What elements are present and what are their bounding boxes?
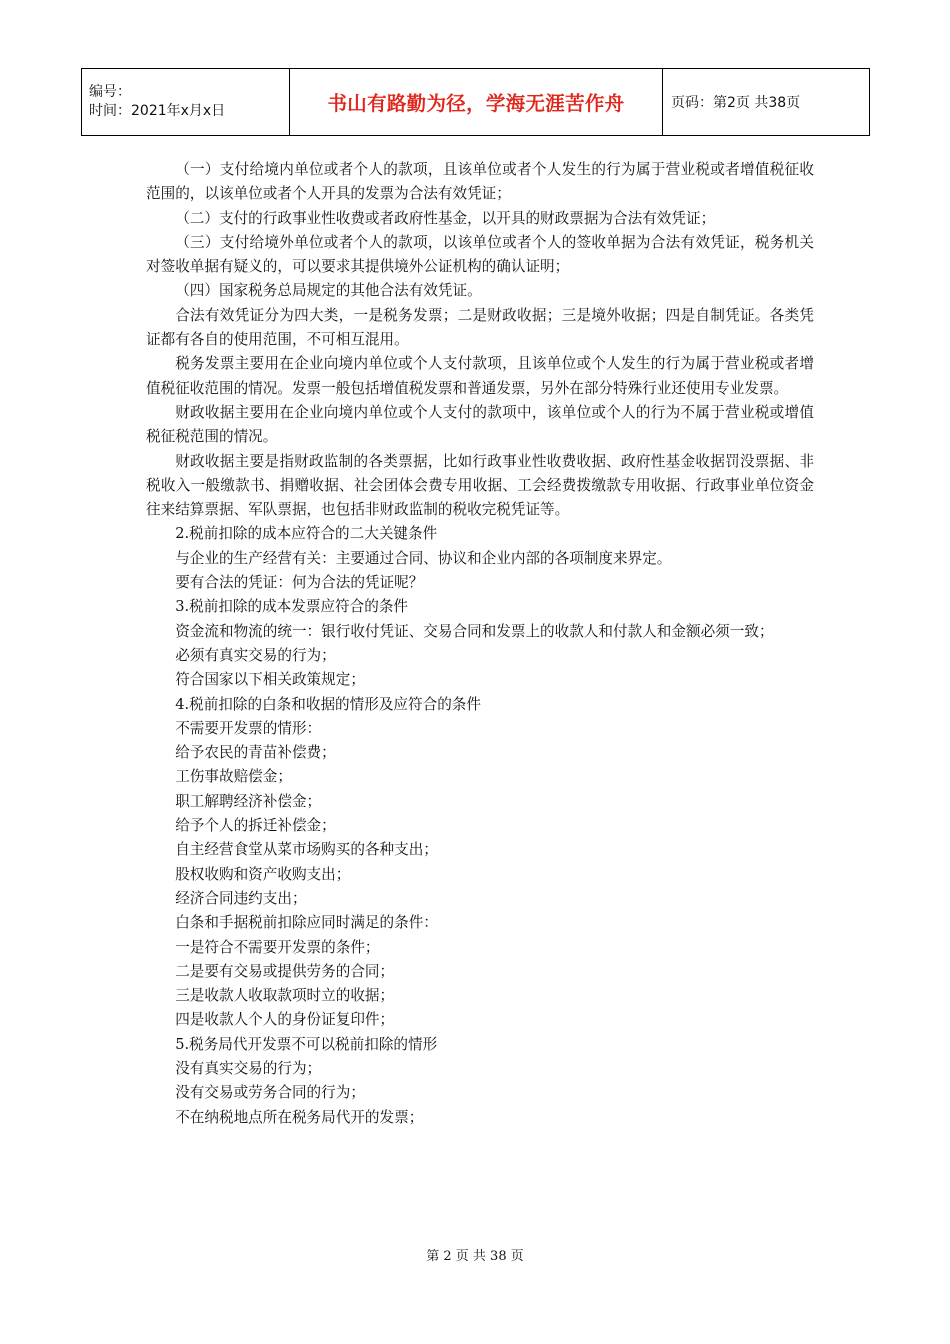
paragraph: （三）支付给境外单位或者个人的款项，以该单位或者个人的签收单据为合法有效凭证，税务机关对签收单据有疑义的，可以要求其提供境外公证机构的确认证明； bbox=[146, 233, 814, 276]
list-item: 经济合同违约支出； bbox=[175, 889, 307, 907]
document-header bbox=[81, 68, 870, 136]
paragraph: 财政收据主要用在企业向境内单位或个人支付的款项中，该单位或个人的行为不属于营业税或增值税征税范围的情况。 bbox=[146, 403, 814, 446]
paragraph: （一）支付给境内单位或者个人的款项，且该单位或者个人发生的行为属于营业税或者增值税征收范围的，以该单位或者个人开具的发票为合法有效凭证； bbox=[146, 161, 814, 203]
paragraph: 与企业的生产经营有关：主要通过合同、协议和企业内部的各项制度来界定。 bbox=[175, 549, 672, 567]
section-heading: 2.税前扣除的成本应符合的二大关键条件 bbox=[175, 525, 438, 543]
paragraph: 要有合法的凭证：何为合法的凭证呢？ bbox=[175, 574, 424, 592]
list-item: 四是收款人个人的身份证复印件； bbox=[175, 1011, 395, 1029]
list-item: 没有真实交易的行为； bbox=[175, 1059, 322, 1077]
section-heading: 3.税前扣除的成本发票应符合的条件 bbox=[175, 598, 409, 616]
list-item: 不在纳税地点所在税务局代开的发票； bbox=[175, 1108, 424, 1126]
list-item: 工伤事故赔偿金； bbox=[175, 768, 292, 786]
document-number-label: 编号： bbox=[89, 84, 131, 100]
header-meta bbox=[82, 69, 290, 136]
header-motto-cell bbox=[290, 69, 663, 136]
paragraph: 不需要开发票的情形： bbox=[175, 719, 322, 737]
list-item: 没有交易或劳务合同的行为； bbox=[175, 1084, 365, 1102]
list-item: 职工解聘经济补偿金； bbox=[175, 792, 322, 810]
paragraph: 白条和手据税前扣除应同时满足的条件： bbox=[175, 914, 438, 932]
document-body bbox=[146, 158, 814, 1130]
paragraph: 必须有真实交易的行为； bbox=[175, 646, 336, 664]
list-item: 三是收款人收取款项时立的收据； bbox=[175, 987, 395, 1005]
paragraph: （二）支付的行政事业性收费或者政府性基金，以开具的财政票据为合法有效凭证； bbox=[175, 209, 716, 227]
paragraph: 财政收据主要是指财政监制的各类票据，比如行政事业性收费收据、政府性基金收据罚没票据、非税收入一般缴款书、捐赠收据、社会团体会费专用收据、工会经费拨缴款专用收据、行政事业单位资金往来结算票据、军队票据，也包括非财政监制的税收完税凭证等。 bbox=[146, 452, 814, 519]
paragraph: 合法有效凭证分为四大类，一是税务发票；二是财政收据；三是境外收据；四是自制凭证。各类凭证都有各自的使用范围，不可相互混用。 bbox=[146, 306, 814, 349]
list-item: 一是符合不需要开发票的条件； bbox=[175, 938, 380, 956]
header-motto: 书山有路勤为径，学海无涯苦作舟 bbox=[327, 92, 625, 115]
list-item: 给予个人的拆迁补偿金； bbox=[175, 817, 336, 835]
list-item: 给予农民的青苗补偿费； bbox=[175, 744, 336, 762]
list-item: 股权收购和资产收购支出； bbox=[175, 865, 351, 883]
page-footer: 第 2 页 共 38 页 bbox=[426, 1249, 524, 1264]
paragraph: 资金流和物流的统一：银行收付凭证、交易合同和发票上的收款人和付款人和金额必须一致； bbox=[175, 622, 774, 640]
header-page-info: 页码：第2页 共38页 bbox=[663, 69, 870, 136]
paragraph: （四）国家税务总局规定的其他合法有效凭证。 bbox=[175, 282, 482, 300]
document-date: 时间：2021年x月x日 bbox=[89, 103, 226, 119]
list-item: 自主经营食堂从菜市场购买的各种支出； bbox=[175, 841, 438, 859]
list-item: 二是要有交易或提供劳务的合同； bbox=[175, 962, 395, 980]
section-heading: 4.税前扣除的白条和收据的情形及应符合的条件 bbox=[175, 695, 481, 713]
paragraph: 税务发票主要用在企业向境内单位或个人支付款项，且该单位或个人发生的行为属于营业税或者增值税征收范围的情况。发票一般包括增值税发票和普通发票，另外在部分特殊行业还使用专业发票。 bbox=[146, 355, 814, 397]
section-heading: 5.税务局代开发票不可以税前扣除的情形 bbox=[175, 1035, 438, 1053]
paragraph: 符合国家以下相关政策规定； bbox=[175, 671, 365, 689]
